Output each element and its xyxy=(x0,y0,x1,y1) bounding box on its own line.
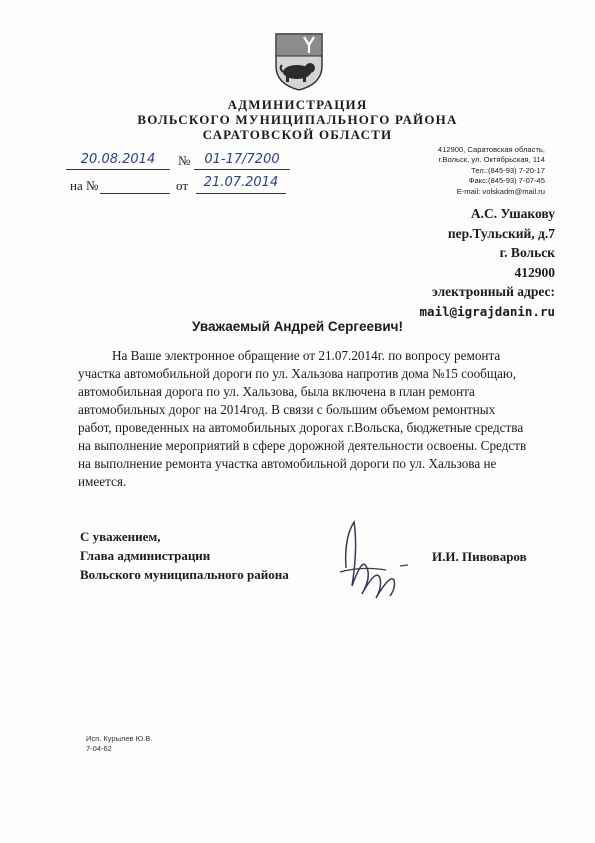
recipient-postcode: 412900 xyxy=(514,264,555,280)
org-title-line2: ВОЛЬСКОГО МУНИЦИПАЛЬНОГО РАЙОНА xyxy=(137,112,458,127)
body-line-1: На Ваше электронное обращение от 21.07.2014г. по вопросу ремонта xyxy=(112,348,501,363)
org-title-line1: АДМИНИСТРАЦИЯ xyxy=(227,97,368,112)
contact-address: 412900, Саратовская область, xyxy=(437,145,545,154)
signature-position: Глава администрации xyxy=(80,548,211,563)
executor-block xyxy=(86,734,152,754)
signature-block xyxy=(80,527,289,584)
recipient-block xyxy=(420,204,555,321)
recipient-street: пер.Тульский, д.7 xyxy=(447,225,555,241)
coat-of-arms-icon xyxy=(273,32,325,92)
executor-phone: 7-04-62 xyxy=(86,744,112,753)
contact-email: E-mail: volskadm@mail.ru xyxy=(456,186,545,196)
contact-city: г.Вольск, ул. Октябрьская, 114 xyxy=(438,155,545,165)
signature-closing: С уважением, xyxy=(80,529,161,544)
org-title-line3: САРАТОВСКОЙ ОБЛАСТИ xyxy=(202,127,393,142)
signature-org: Вольского муниципального района xyxy=(80,567,289,582)
recipient-name: А.С. Ушакову xyxy=(470,206,555,221)
body-line-4: автомобильных дорог на 2014год. В связи с большим объемом ремонтных xyxy=(78,402,496,417)
incoming-date-label: от xyxy=(176,178,189,193)
executor-name: Исп. Курылев Ю.В. xyxy=(86,734,153,743)
body-line-5: работ, проведенных на автомобильных дорогах г.Вольска, бюджетные средства xyxy=(78,420,524,435)
reg-number xyxy=(194,152,290,170)
greeting: Уважаемый Андрей Сергеевич! xyxy=(191,319,403,334)
incoming-number-label: на № xyxy=(70,178,99,193)
body-line-8: имеется. xyxy=(78,474,127,489)
body-line-7: на выполнение ремонта участка автомобильной дороги по ул. Хальзова не xyxy=(78,456,497,471)
recipient-city: г. Вольск xyxy=(499,245,555,260)
incoming-number-blank xyxy=(100,178,170,194)
signature-scribble-icon xyxy=(332,508,416,612)
coat-of-arms-emblem xyxy=(273,32,325,92)
body-line-3: автомобильная дорога по ул. Хальзова, была включена в план ремонта xyxy=(78,384,475,399)
reg-number-text: 01-17/7200 xyxy=(204,152,280,167)
reg-date xyxy=(66,152,170,170)
incoming-date xyxy=(196,175,286,194)
body-line-2: участка автомобильной дороги по ул. Хальзова напротив дома №15 сообщаю, xyxy=(78,366,517,381)
contact-block xyxy=(438,145,545,197)
contact-fax: Факс:(845-93) 7-07-45 xyxy=(468,176,545,186)
recipient-email-label: электронный адрес: xyxy=(432,284,555,299)
reg-number-label: № xyxy=(178,153,191,168)
recipient-email: mail@igrajdanin.ru xyxy=(419,303,555,319)
signatory-name: И.И. Пивоваров xyxy=(432,549,527,564)
contact-phone: Тел.:(845-93) 7-20-17 xyxy=(471,165,545,175)
incoming-date-text: 21.07.2014 xyxy=(203,175,279,190)
handwritten-signature xyxy=(332,508,416,612)
body-line-6: на выполнение мероприятий в сфере дорожной деятельности освоены. Средств xyxy=(78,438,527,453)
reg-date-text: 20.08.2014 xyxy=(80,152,156,167)
